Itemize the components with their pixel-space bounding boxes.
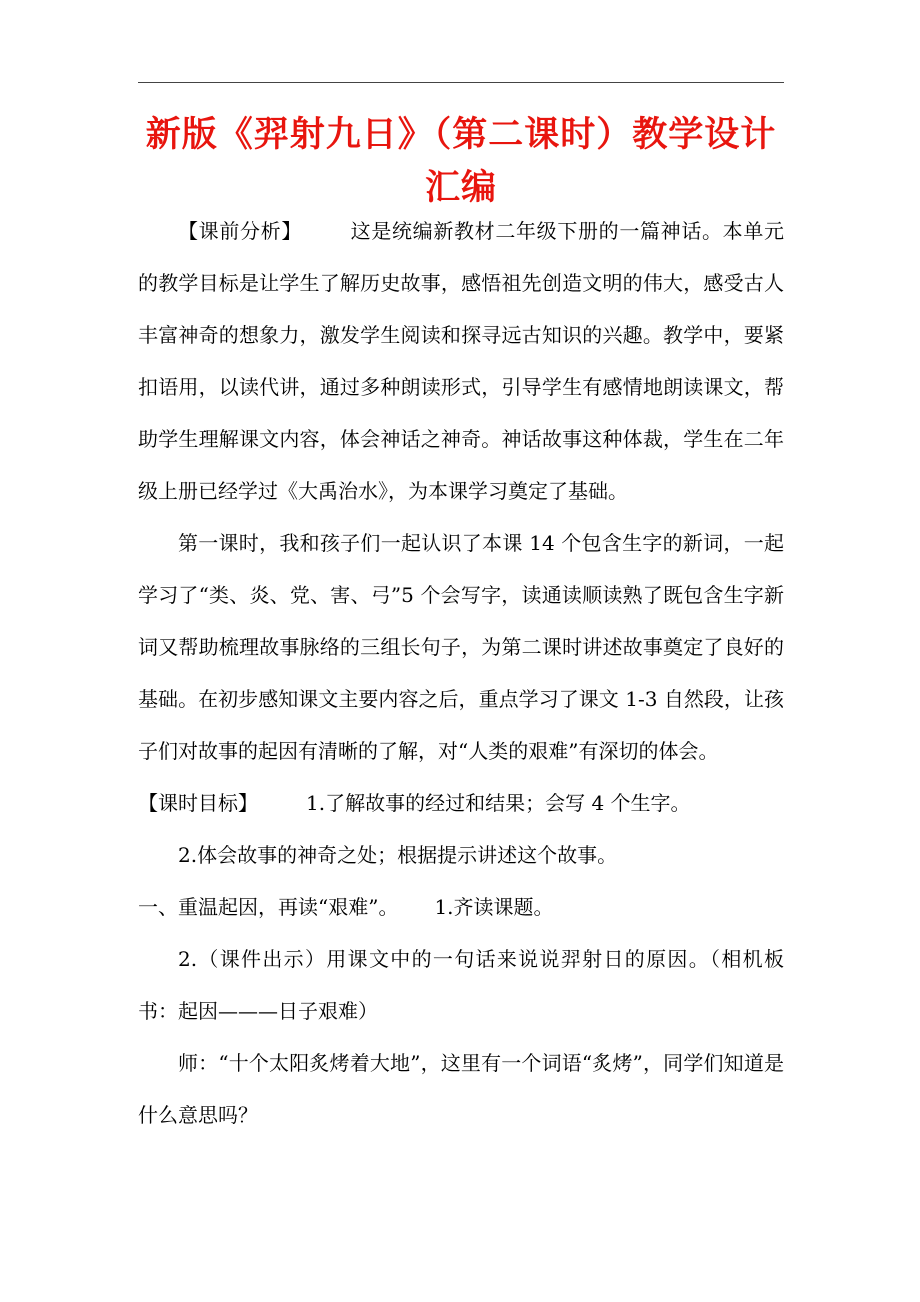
document-title: 新版《羿射九日》（第二课时）教学设计汇编 — [145, 114, 777, 208]
goal-item-1: 1.了解故事的经过和结果；会写 4 个生字。 — [306, 791, 691, 815]
section-1-paragraph — [138, 881, 784, 933]
analysis-text: 这是统编新教材二年级下册的一篇神话。本单元的教学目标是让学生了解历史故事，感悟祖先创造文明的伟大，感受古人丰富神奇的想象力，激发学生阅读和探寻远古知识的兴趣。教学中，要紧扣语用，以读代讲，通过多种朗读形式，引导学生有感情地朗读课文，帮助学生理解课文内容，体会神话之神奇。神话故事这种体裁，学生在二年级上册已经学过《大禹治水》，为本课学习奠定了基础。 — [138, 219, 784, 503]
document-body — [138, 205, 784, 1141]
section-1-heading: 一、重温起因，再读“艰难”。 — [138, 895, 399, 919]
section-1-item-1: 1.齐读课题。 — [434, 895, 554, 919]
analysis-paragraph — [138, 205, 784, 517]
step-2-paragraph: 2.（课件出示）用课文中的一句话来说说羿射日的原因。（相机板书：起因———日子艰难） — [138, 947, 784, 1023]
first-lesson-paragraph: 第一课时，我和孩子们一起认识了本课 14 个包含生字的新词，一起学习了“类、炎、党、害、弓”5 个会写字，读通读顺读熟了既包含生字新词又帮助梳理故事脉络的三组长句子，为第二课时讲述故事奠定了良好的基础。在初步感知课文主要内容之后，重点学习了课文 1-3 自然段，让孩子们对故事的起因有清晰的了解，对“人类的艰难”有深切的体会。 — [138, 531, 784, 763]
goals-paragraph — [138, 777, 784, 829]
goal-item-2: 2.体会故事的神奇之处；根据提示讲述这个故事。 — [178, 843, 618, 867]
header-rule — [138, 82, 784, 83]
goals-label: 【课时目标】 — [138, 791, 258, 815]
teacher-paragraph: 师：“十个太阳炙烤着大地”，这里有一个词语“炙烤”，同学们知道是什么意思吗？ — [138, 1051, 784, 1127]
analysis-label: 【课前分析】 — [178, 219, 302, 243]
